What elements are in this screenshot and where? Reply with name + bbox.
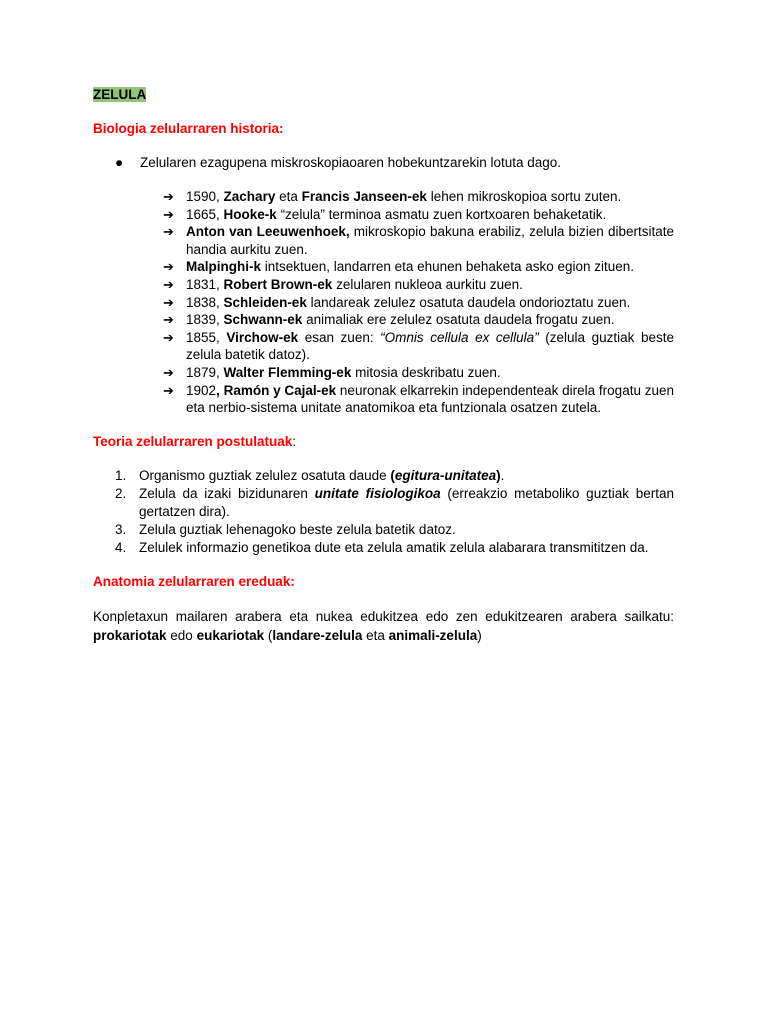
- timeline-item: ➔ 1839, Schwann-ek animaliak ere zelulez osatuta daudela frogatu zuen.: [163, 312, 615, 328]
- timeline-item: ➔ 1665, Hooke-k “zelula” terminoa asmatu zuen kortxoaren behaketatik.: [163, 206, 607, 222]
- bullet-item: ● Zelularen ezagupena miskroskopiaoaren hobekuntzarekin lotuta dago.: [115, 155, 562, 170]
- postulate-item: 2. Zelula da izaki bizidunaren unitate fisiologikoa (erreakzio metaboliko guztiak bertan gertatzen dira).: [115, 485, 674, 519]
- postulate-item: 1. Organismo guztiak zelulez osatuta daude (egitura-unitatea).: [115, 467, 505, 483]
- arrow-right-icon: ➔: [163, 364, 174, 380]
- postulate-item: 3. Zelula guztiak lehenagoko beste zelula batetik datoz.: [115, 521, 456, 537]
- bullet-list: [93, 154, 674, 172]
- arrow-right-icon: ➔: [163, 189, 174, 204]
- section-heading-history: Biologia zelularraren historia:: [93, 121, 284, 136]
- bullet-dot-icon: ●: [115, 155, 124, 170]
- arrow-right-icon: ➔: [163, 276, 174, 292]
- arrow-right-icon: ➔: [163, 382, 174, 398]
- timeline-item: ➔ Malpinghi-k intsektuen, landarren eta ehunen behaketa asko egion zituen.: [163, 259, 635, 275]
- arrow-right-icon: ➔: [163, 329, 174, 345]
- postulate-item: 4. Zelulek informazio genetikoa dute eta zelula amatik zelula alabarara transmititzen da.: [115, 539, 649, 555]
- arrow-right-icon: ➔: [163, 312, 174, 328]
- section-heading-postulates: Teoria zelularraren postulatuak:: [93, 433, 297, 449]
- timeline-item: ➔ 1590, Zachary eta Francis Janseen-ek lehen mikroskopioa sortu zuten.: [163, 189, 622, 204]
- timeline-item: ➔ 1855, Virchow-ek esan zuen: “Omnis cellula ex cellula” (zelula guztiak beste zelula batetik datoz).: [163, 329, 674, 363]
- timeline-item: ➔ Anton van Leeuwenhoek, mikroskopio bakuna erabiliz, zelula bizien dibertsitate handia aurkitu zuen.: [163, 224, 674, 257]
- timeline-item: ➔ 1879, Walter Flemming-ek mitosia deskribatu zuen.: [163, 364, 501, 380]
- timeline-item: ➔ 1838, Schleiden-ek landareak zelulez osatuta daudela ondorioztatu zuen.: [163, 294, 631, 310]
- arrow-right-icon: ➔: [163, 224, 174, 240]
- postulates-list: [93, 467, 674, 557]
- document-title: ZELULA: [93, 87, 147, 102]
- timeline-item: ➔ 1902, Ramón y Cajal-ek neuronak elkarrekin independenteak direla frogatu zuen eta nerbio-sistema unitate anatomikoa eta funtzionala osatzen zutela.: [163, 382, 675, 416]
- timeline-item: ➔ 1831, Robert Brown-ek zelularen nukleoa aurkitu zuen.: [163, 276, 523, 292]
- arrow-right-icon: ➔: [163, 206, 174, 222]
- anatomy-paragraph: Konpletaxun mailaren arabera eta nukea edukitzea edo zen edukitzearen arabera sailkatu: prokariotak edo eukariotak (landare-zelula eta animali-zelula): [93, 608, 674, 643]
- arrow-right-icon: ➔: [163, 259, 174, 275]
- section-heading-anatomy: Anatomia zelularraren ereduak:: [93, 573, 295, 589]
- arrow-right-icon: ➔: [163, 294, 174, 310]
- document-page: [93, 86, 674, 645]
- history-timeline-list: [93, 188, 674, 417]
